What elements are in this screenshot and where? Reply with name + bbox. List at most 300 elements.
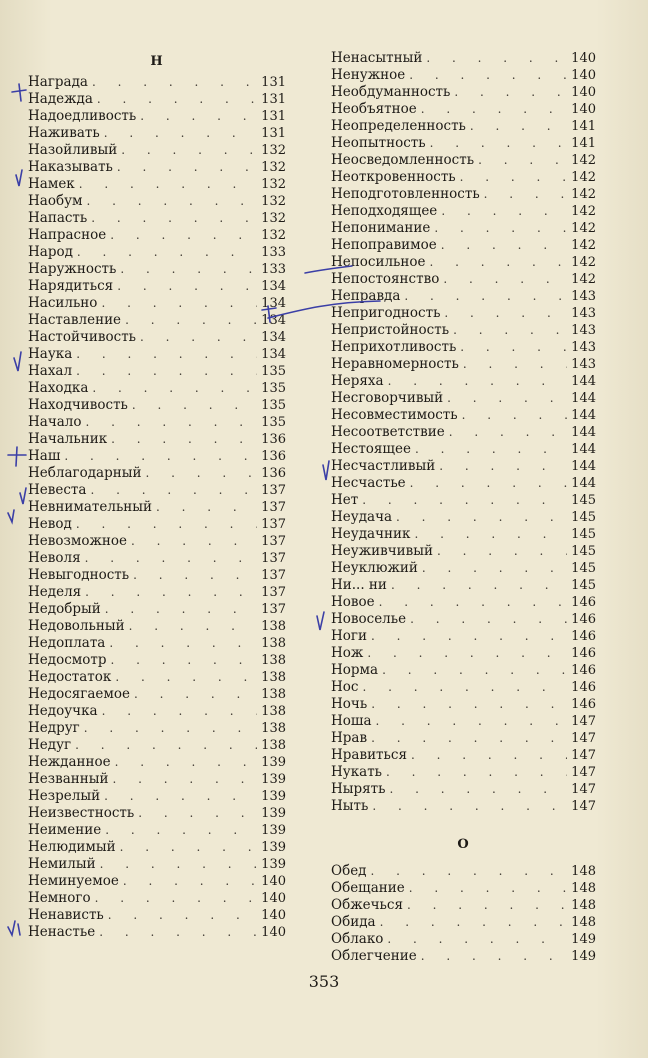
left-entry — [28, 567, 286, 584]
left-entry — [28, 397, 286, 414]
left-entry — [28, 924, 286, 941]
entry-term: Намек — [28, 176, 75, 192]
dot-leader — [371, 730, 567, 747]
entry-page-number: 131 — [261, 92, 286, 107]
entry-page-number: 132 — [261, 143, 286, 158]
entry-term: Нахал — [28, 363, 73, 379]
entry-term: Назойливый — [28, 142, 118, 158]
right-entry — [331, 764, 596, 781]
entry-page-number: 138 — [261, 704, 286, 719]
pen-check-mark — [323, 461, 329, 480]
entry-page-number: 146 — [571, 646, 596, 661]
left-entry — [28, 346, 286, 363]
entry-page-number: 135 — [261, 381, 286, 396]
entry-term: Неуклюжий — [331, 560, 418, 576]
right-entry — [331, 220, 596, 237]
entry-term: Обида — [331, 914, 376, 930]
entry-page-number: 139 — [261, 857, 286, 872]
right-entry — [331, 475, 596, 492]
dot-leader — [85, 584, 257, 601]
entry-term: Ноги — [331, 628, 367, 644]
entry-page-number: 144 — [571, 408, 596, 423]
right-entry — [331, 67, 596, 84]
right-entry — [331, 747, 596, 764]
entry-page-number: 142 — [571, 272, 596, 287]
left-entry — [28, 329, 286, 346]
dot-leader — [117, 278, 257, 295]
right-entry — [331, 271, 596, 288]
dot-leader — [133, 567, 257, 584]
entry-term: Неминуемое — [28, 873, 119, 889]
entry-term: Недостаток — [28, 669, 112, 685]
entry-page-number: 132 — [261, 177, 286, 192]
right-entry — [331, 322, 596, 339]
left-entry — [28, 822, 286, 839]
dot-leader — [422, 560, 567, 577]
dot-leader — [101, 295, 257, 312]
dot-leader — [100, 856, 258, 873]
entry-page-number: 134 — [261, 279, 286, 294]
entry-term: Несовместимость — [331, 407, 458, 423]
dot-leader — [371, 696, 567, 713]
pen-check-mark — [8, 921, 20, 935]
left-entry — [28, 584, 286, 601]
entry-page-number: 143 — [571, 306, 596, 321]
right-entry — [331, 509, 596, 526]
entry-term: Ненастье — [28, 924, 96, 940]
dot-leader — [123, 873, 257, 890]
dot-leader — [382, 662, 567, 679]
section-heading-n: Н — [150, 54, 164, 69]
dot-leader — [111, 431, 257, 448]
right-entry — [331, 645, 596, 662]
dot-leader — [85, 550, 258, 567]
entry-term: Неоткровенность — [331, 169, 456, 185]
entry-term: Облегчение — [331, 948, 417, 964]
dot-leader — [421, 948, 567, 965]
right-entry — [331, 169, 596, 186]
right-entry — [331, 305, 596, 322]
left-entry — [28, 193, 286, 210]
entry-term: Новое — [331, 594, 375, 610]
right-entry — [331, 237, 596, 254]
entry-page-number: 137 — [261, 500, 286, 515]
entry-term: Неблагодарный — [28, 465, 142, 481]
entry-term: Невозможное — [28, 533, 128, 549]
dot-leader — [376, 713, 568, 730]
dot-leader — [120, 839, 258, 856]
dot-leader — [131, 533, 257, 550]
dot-leader — [138, 805, 257, 822]
dot-leader — [443, 271, 567, 288]
right-entry — [331, 594, 596, 611]
dot-leader — [410, 475, 568, 492]
entry-page-number: 140 — [261, 891, 286, 906]
entry-page-number: 137 — [261, 568, 286, 583]
dot-leader — [362, 679, 567, 696]
entry-page-number: 134 — [261, 296, 286, 311]
entry-term: Ночь — [331, 696, 368, 712]
dot-leader — [367, 645, 567, 662]
left-entry — [28, 635, 286, 652]
entry-term: Неряха — [331, 373, 384, 389]
dot-leader — [426, 50, 567, 67]
entry-term: Нукать — [331, 764, 383, 780]
entry-page-number: 146 — [571, 612, 596, 627]
entry-term: Невыгодность — [28, 567, 130, 583]
entry-term: Нарядиться — [28, 278, 114, 294]
right-entry — [331, 679, 596, 696]
dot-leader — [115, 669, 257, 686]
pen-plus-mark — [12, 84, 26, 101]
entry-page-number: 149 — [571, 932, 596, 947]
entry-page-number: 148 — [571, 864, 596, 879]
dot-leader — [92, 74, 257, 91]
dot-leader — [115, 754, 258, 771]
entry-page-number: 137 — [261, 517, 286, 532]
entry-term: Нос — [331, 679, 359, 695]
entry-page-number: 147 — [571, 731, 596, 746]
entry-page-number: 145 — [571, 510, 596, 525]
entry-page-number: 148 — [571, 915, 596, 930]
dot-leader — [90, 482, 257, 499]
entry-term: Несчастливый — [331, 458, 436, 474]
right-entry — [331, 577, 596, 594]
left-entry — [28, 363, 286, 380]
entry-page-number: 146 — [571, 663, 596, 678]
entry-page-number: 131 — [261, 126, 286, 141]
dot-leader — [109, 635, 257, 652]
entry-page-number: 144 — [571, 391, 596, 406]
dot-leader — [379, 594, 568, 611]
left-entry — [28, 754, 286, 771]
entry-term: Неуживчивый — [331, 543, 433, 559]
entry-term: Нравиться — [331, 747, 407, 763]
entry-page-number: 139 — [261, 755, 286, 770]
dot-leader — [414, 526, 567, 543]
dot-leader — [441, 203, 567, 220]
entry-term: Нелюдимый — [28, 839, 116, 855]
entry-term: Неопределенность — [331, 118, 466, 134]
entry-term: Надежда — [28, 91, 93, 107]
dot-leader — [104, 788, 257, 805]
right-entry — [331, 560, 596, 577]
entry-page-number: 133 — [261, 262, 286, 277]
entry-page-number: 138 — [261, 670, 286, 685]
entry-term: Наобум — [28, 193, 83, 209]
entry-page-number: 137 — [261, 602, 286, 617]
left-entry — [28, 805, 286, 822]
entry-term: Нрав — [331, 730, 368, 746]
entry-term: Непосильное — [331, 254, 426, 270]
left-entry — [28, 771, 286, 788]
entry-term: Награда — [28, 74, 88, 90]
right-entry — [331, 628, 596, 645]
left-entry — [28, 618, 286, 635]
entry-term: Норма — [331, 662, 379, 678]
o-section-entry — [331, 863, 596, 880]
dot-leader — [75, 737, 257, 754]
entry-term: Наказывать — [28, 159, 113, 175]
entry-term: Наружность — [28, 261, 117, 277]
left-entry — [28, 244, 286, 261]
entry-page-number: 143 — [571, 357, 596, 372]
dot-leader — [76, 516, 257, 533]
entry-term: Находка — [28, 380, 89, 396]
dot-leader — [125, 312, 257, 329]
entry-page-number: 149 — [571, 949, 596, 964]
entry-term: Неудачник — [331, 526, 411, 542]
left-entry — [28, 669, 286, 686]
entry-page-number: 139 — [261, 840, 286, 855]
entry-page-number: 138 — [261, 653, 286, 668]
left-entry — [28, 788, 286, 805]
left-entry — [28, 210, 286, 227]
right-entry — [331, 203, 596, 220]
entry-term: Настойчивость — [28, 329, 137, 345]
entry-term: Ныть — [331, 798, 369, 814]
dot-leader — [441, 237, 567, 254]
entry-page-number: 147 — [571, 765, 596, 780]
dot-leader — [415, 441, 567, 458]
entry-page-number: 145 — [571, 527, 596, 542]
dot-leader — [105, 822, 257, 839]
left-entry — [28, 261, 286, 278]
dot-leader — [111, 652, 258, 669]
dot-leader — [102, 703, 258, 720]
entry-term: Ненужное — [331, 67, 406, 83]
entry-page-number: 148 — [571, 881, 596, 896]
entry-term: Наш — [28, 448, 61, 464]
entry-term: Недосмотр — [28, 652, 107, 668]
entry-page-number: 144 — [571, 442, 596, 457]
right-entry — [331, 288, 596, 305]
dot-leader — [108, 907, 257, 924]
entry-term: Невнимательный — [28, 499, 153, 515]
right-entry — [331, 424, 596, 441]
entry-term: Насильно — [28, 295, 98, 311]
entry-page-number: 137 — [261, 551, 286, 566]
right-entry — [331, 186, 596, 203]
left-entry — [28, 431, 286, 448]
left-entry — [28, 159, 286, 176]
o-section-entry — [331, 880, 596, 897]
entry-term: Ненависть — [28, 907, 104, 923]
entry-term: Необъятное — [331, 101, 417, 117]
entry-term: Непристойность — [331, 322, 450, 338]
entry-page-number: 132 — [261, 211, 286, 226]
entry-page-number: 146 — [571, 680, 596, 695]
right-entry — [331, 543, 596, 560]
dot-leader — [404, 288, 567, 305]
dot-leader — [362, 492, 567, 509]
entry-term: Облако — [331, 931, 384, 947]
entry-term: Незрелый — [28, 788, 101, 804]
dot-leader — [64, 448, 257, 465]
dot-leader — [478, 152, 567, 169]
dot-leader — [113, 771, 258, 788]
dot-leader — [76, 363, 257, 380]
entry-page-number: 141 — [571, 136, 596, 151]
dot-leader — [484, 186, 568, 203]
entry-page-number: 143 — [571, 289, 596, 304]
left-entry — [28, 227, 286, 244]
dot-leader — [120, 261, 257, 278]
right-entry — [331, 339, 596, 356]
right-entry — [331, 50, 596, 67]
dot-leader — [117, 159, 257, 176]
entry-page-number: 142 — [571, 204, 596, 219]
entry-page-number: 134 — [261, 347, 286, 362]
o-section-entry — [331, 914, 596, 931]
dot-leader — [388, 373, 568, 390]
entry-term: Напасть — [28, 210, 88, 226]
entry-page-number: 147 — [571, 714, 596, 729]
entry-term: Неприхотливость — [331, 339, 457, 355]
entry-page-number: 132 — [261, 228, 286, 243]
entry-page-number: 147 — [571, 799, 596, 814]
entry-term: Нежданное — [28, 754, 111, 770]
left-entry — [28, 74, 286, 91]
right-entry — [331, 118, 596, 135]
dot-leader — [454, 84, 567, 101]
entry-term: Наука — [28, 346, 73, 362]
pen-plus-mark — [8, 447, 26, 466]
dot-leader — [409, 880, 567, 897]
entry-term: Обед — [331, 863, 367, 879]
left-entry — [28, 907, 286, 924]
entry-page-number: 138 — [261, 619, 286, 634]
dot-leader — [430, 135, 568, 152]
left-entry — [28, 414, 286, 431]
entry-page-number: 132 — [261, 160, 286, 175]
dot-leader — [91, 210, 257, 227]
entry-page-number: 142 — [571, 255, 596, 270]
entry-term: Неправда — [331, 288, 401, 304]
entry-page-number: 136 — [261, 449, 286, 464]
dot-leader — [409, 67, 567, 84]
left-entry — [28, 380, 286, 397]
right-entry — [331, 356, 596, 373]
pen-check-mark — [20, 488, 26, 504]
entry-term: Непоправимое — [331, 237, 437, 253]
entry-term: Немного — [28, 890, 91, 906]
dot-leader — [396, 509, 567, 526]
entry-term: Недоплата — [28, 635, 106, 651]
left-entry — [28, 516, 286, 533]
entry-page-number: 136 — [261, 432, 286, 447]
entry-page-number: 138 — [261, 738, 286, 753]
dot-leader — [79, 176, 257, 193]
entry-term: Необдуманность — [331, 84, 451, 100]
entry-page-number: 138 — [261, 636, 286, 651]
entry-page-number: 146 — [571, 595, 596, 610]
left-entry — [28, 448, 286, 465]
entry-page-number: 141 — [571, 119, 596, 134]
dot-leader — [407, 897, 567, 914]
entry-term: Недосягаемое — [28, 686, 131, 702]
entry-term: Ни... ни — [331, 577, 387, 593]
entry-page-number: 144 — [571, 476, 596, 491]
entry-term: Ненасытный — [331, 50, 423, 66]
dot-leader — [444, 305, 567, 322]
dot-leader — [77, 244, 257, 261]
dot-leader — [121, 142, 257, 159]
dot-leader — [462, 407, 568, 424]
dot-leader — [463, 356, 567, 373]
entry-term: Неравномерность — [331, 356, 459, 372]
index-list-o — [331, 863, 596, 965]
right-entry — [331, 441, 596, 458]
left-entry — [28, 873, 286, 890]
left-entry — [28, 125, 286, 142]
dot-leader — [86, 414, 258, 431]
entry-page-number: 142 — [571, 170, 596, 185]
pen-check-mark — [16, 170, 22, 186]
entry-page-number: 137 — [261, 585, 286, 600]
entry-term: Ноша — [331, 713, 372, 729]
dot-leader — [470, 118, 567, 135]
dot-leader — [387, 931, 567, 948]
entry-term: Недовольный — [28, 618, 125, 634]
entry-term: Находчивость — [28, 397, 128, 413]
entry-page-number: 140 — [571, 68, 596, 83]
right-entry — [331, 798, 596, 815]
entry-term: Обжечься — [331, 897, 403, 913]
entry-page-number: 140 — [571, 51, 596, 66]
entry-page-number: 140 — [261, 908, 286, 923]
left-entry — [28, 703, 286, 720]
entry-page-number: 144 — [571, 459, 596, 474]
entry-page-number: 140 — [571, 85, 596, 100]
entry-term: Незванный — [28, 771, 109, 787]
entry-page-number: 139 — [261, 806, 286, 821]
entry-page-number: 137 — [261, 534, 286, 549]
right-entry — [331, 526, 596, 543]
entry-page-number: 142 — [571, 238, 596, 253]
entry-page-number: 138 — [261, 721, 286, 736]
entry-term: Нырять — [331, 781, 386, 797]
dot-leader — [439, 458, 567, 475]
entry-term: Неподходящее — [331, 203, 438, 219]
left-entry — [28, 550, 286, 567]
entry-page-number: 143 — [571, 340, 596, 355]
entry-page-number: 147 — [571, 748, 596, 763]
page-number: 353 — [308, 972, 340, 991]
o-section-entry — [331, 948, 596, 965]
dot-leader — [447, 390, 567, 407]
entry-page-number: 139 — [261, 772, 286, 787]
dot-leader — [156, 499, 257, 516]
entry-term: Неделя — [28, 584, 82, 600]
dot-leader — [140, 108, 257, 125]
entry-page-number: 131 — [261, 109, 286, 124]
entry-page-number: 146 — [571, 697, 596, 712]
dot-leader — [372, 798, 567, 815]
entry-term: Начало — [28, 414, 82, 430]
dot-leader — [410, 611, 567, 628]
entry-term: Несоответствие — [331, 424, 445, 440]
pen-check-mark — [8, 510, 14, 522]
entry-page-number: 134 — [261, 330, 286, 345]
pen-check-mark — [317, 612, 324, 630]
entry-page-number: 145 — [571, 493, 596, 508]
left-entry — [28, 465, 286, 482]
dot-leader — [110, 227, 257, 244]
dot-leader — [99, 924, 257, 941]
left-entry — [28, 652, 286, 669]
entry-page-number: 140 — [261, 874, 286, 889]
